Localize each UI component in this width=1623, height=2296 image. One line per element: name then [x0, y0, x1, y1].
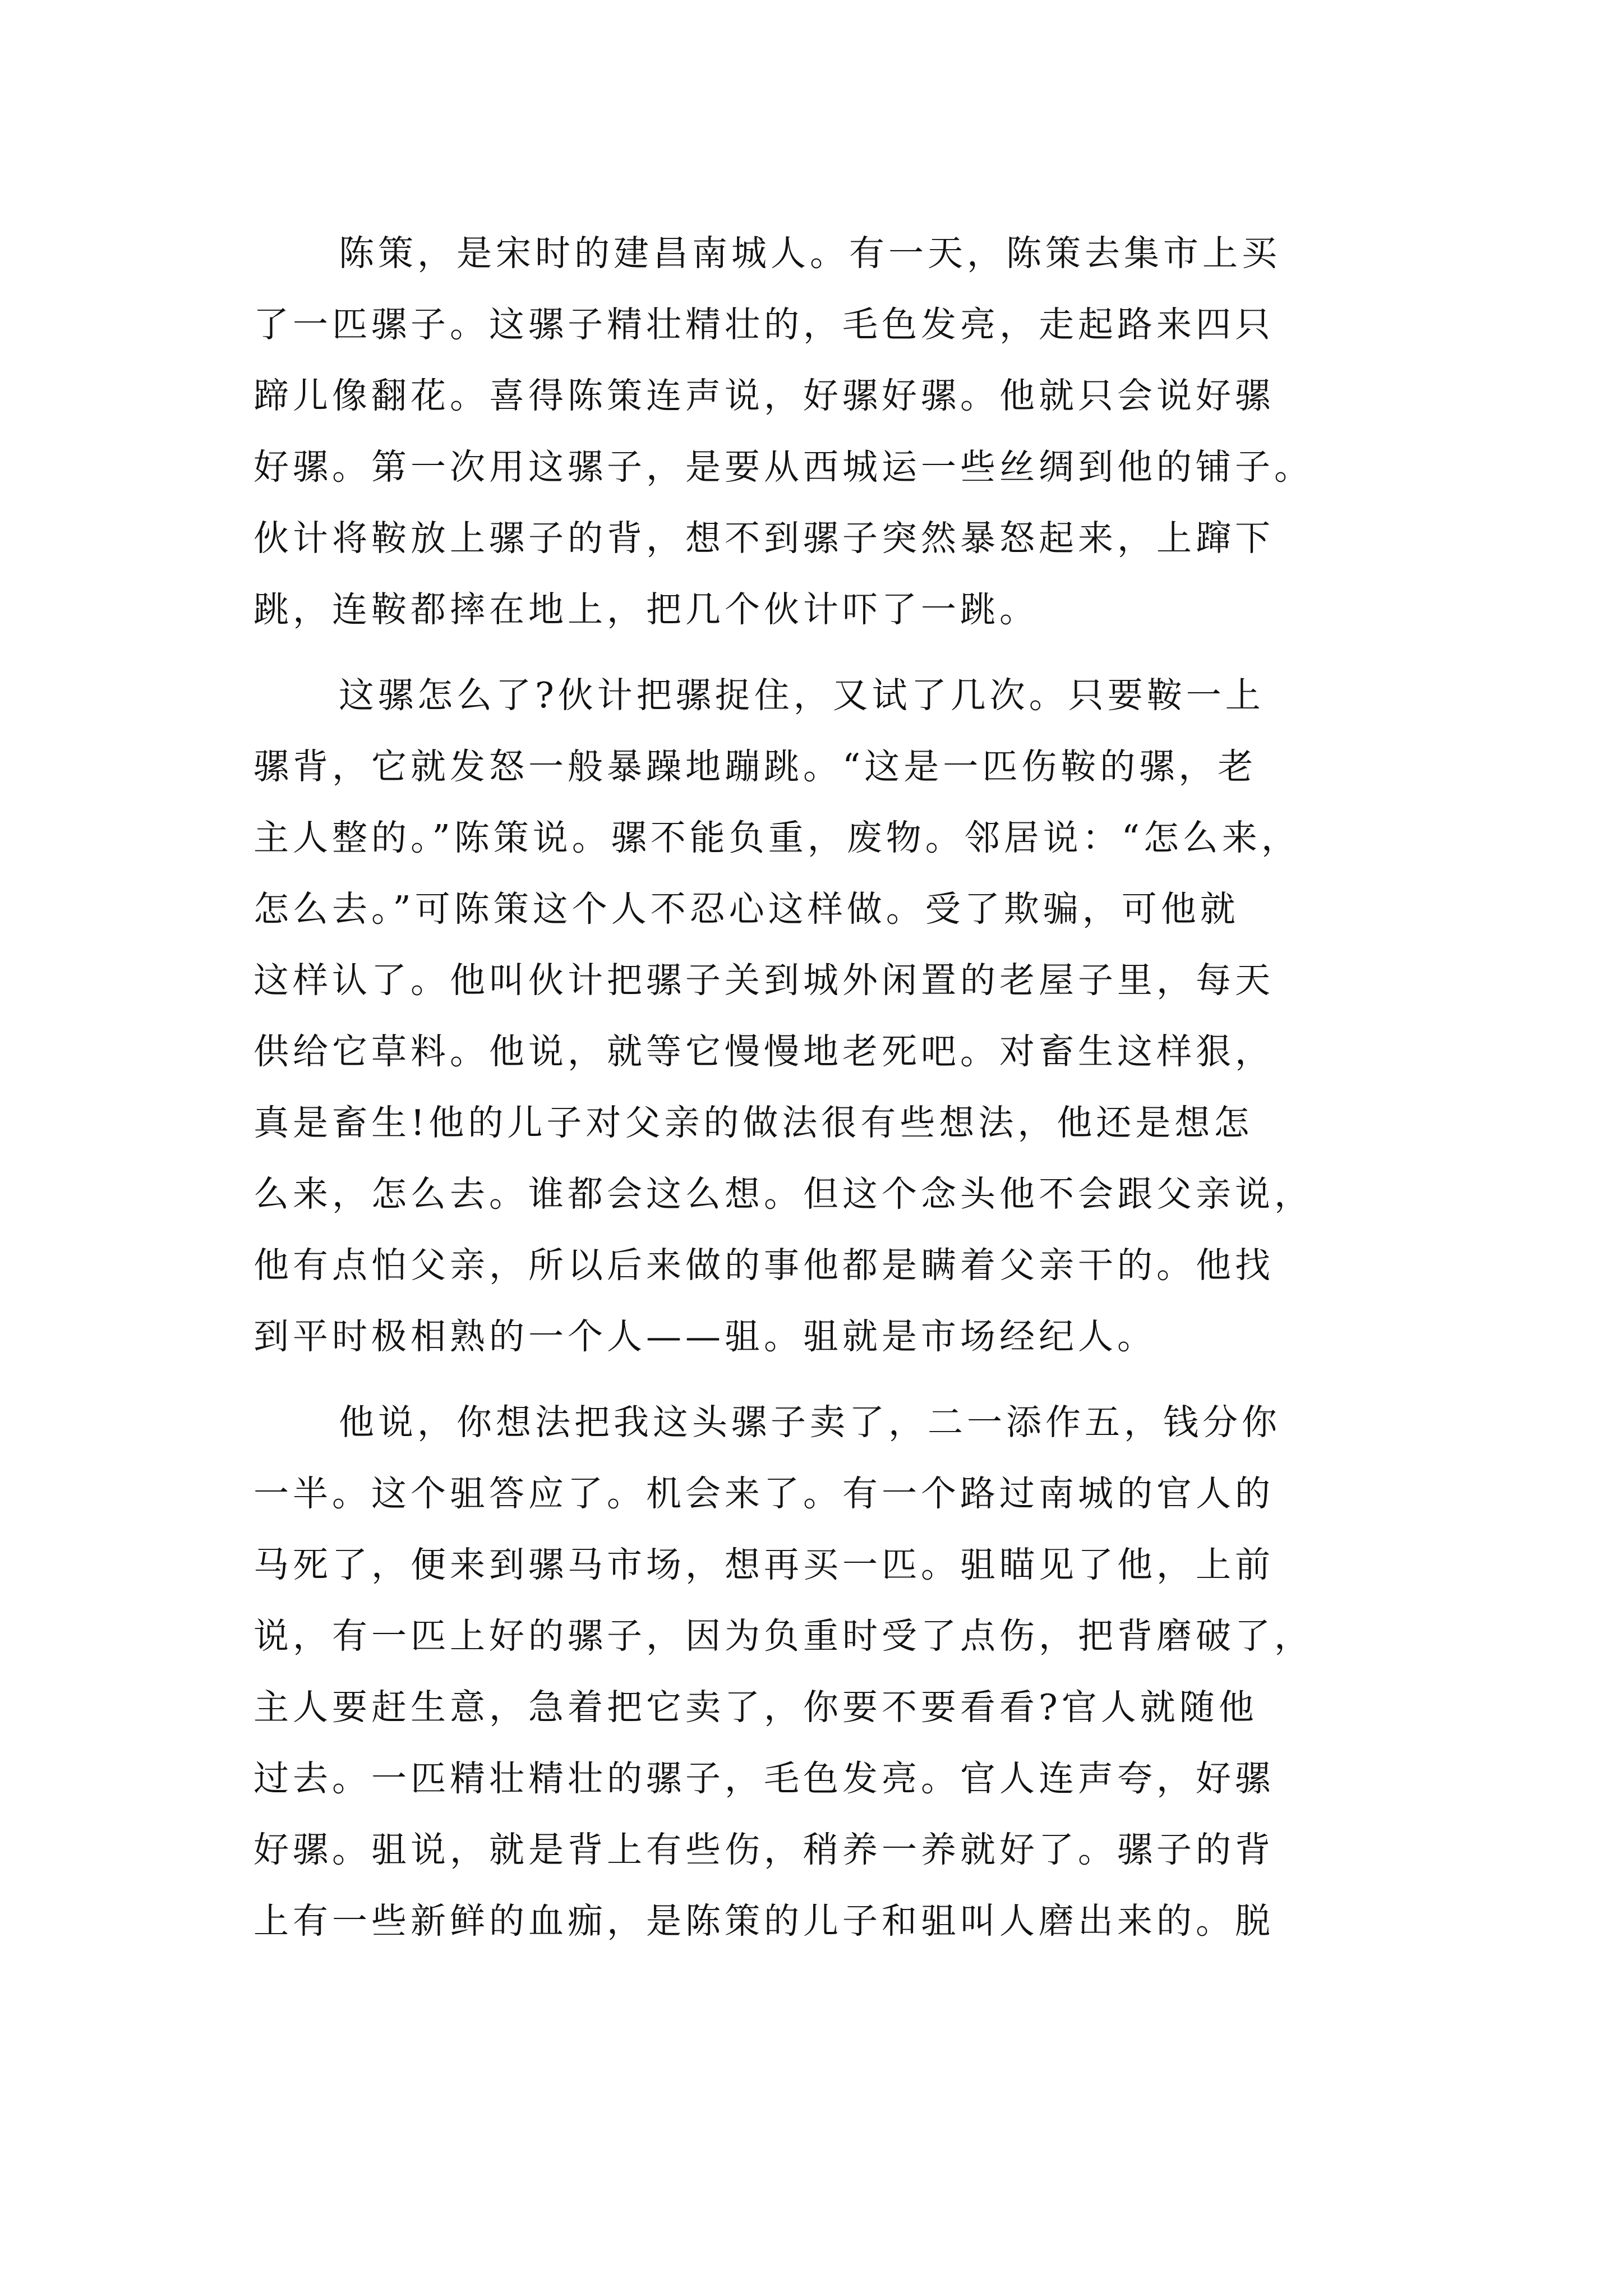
- text-line: 这样认了。他叫伙计把骡子关到城外闲置的老屋子里，每天: [253, 960, 1274, 1001]
- text-line: 跳，连鞍都摔在地上，把几个伙计吓了一跳。: [253, 589, 1039, 630]
- text-line: 他说，你想法把我这头骡子卖了，二一添作五，钱分你: [339, 1402, 1281, 1443]
- paragraph-3: [253, 1387, 1374, 1957]
- text-line: 上有一些新鲜的血痂，是陈策的儿子和驵叫人磨出来的。脱: [253, 1901, 1274, 1941]
- paragraph-spacer: [253, 1372, 1374, 1387]
- text-line: 了一匹骡子。这骡子精壮精壮的，毛色发亮，走起路来四只: [253, 304, 1274, 345]
- text-line: 说，有一匹上好的骡子，因为负重时受了点伤，把背磨破了，: [253, 1616, 1313, 1657]
- text-line: 马死了，便来到骡马市场，想再买一匹。驵瞄见了他，上前: [253, 1544, 1274, 1585]
- text-line: 他有点怕父亲，所以后来做的事他都是瞒着父亲干的。他找: [253, 1245, 1274, 1286]
- text-line: 到平时极相熟的一个人——驵。驵就是市场经纪人。: [253, 1316, 1156, 1357]
- paragraph-2: [253, 660, 1374, 1372]
- text-line: 这骡怎么了?伙计把骡捉住，又试了几次。只要鞍一上: [339, 675, 1265, 716]
- text-line: 真是畜生!他的儿子对父亲的做法很有些想法，他还是想怎: [253, 1102, 1253, 1143]
- text-line: 好骡。第一次用这骡子，是要从西城运一些丝绸到他的铺子。: [253, 447, 1313, 487]
- text-line: 蹄儿像翻花。喜得陈策连声说，好骡好骡。他就只会说好骡: [253, 375, 1274, 416]
- body-text: [253, 218, 1374, 1957]
- paragraph-1: [253, 218, 1374, 645]
- text-line: 主人要赶生意，急着把它卖了，你要不要看看?官人就随他: [253, 1687, 1258, 1728]
- text-line: 主人整的。”陈策说。骡不能负重，废物。邻居说：“怎么来，: [253, 817, 1301, 858]
- text-line: 么来，怎么去。谁都会这么想。但这个念头他不会跟父亲说，: [253, 1174, 1313, 1214]
- text-line: 过去。一匹精壮精壮的骡子，毛色发亮。官人连声夸，好骡: [253, 1758, 1274, 1799]
- text-line: 供给它草料。他说，就等它慢慢地老死吧。对畜生这样狠，: [253, 1031, 1274, 1072]
- paragraph-spacer: [253, 645, 1374, 660]
- text-line: 骡背，它就发怒一般暴躁地蹦跳。“这是一匹伤鞍的骡，老: [253, 746, 1257, 787]
- text-line: 一半。这个驵答应了。机会来了。有一个路过南城的官人的: [253, 1473, 1274, 1514]
- text-line: 好骡。驵说，就是背上有些伤，稍养一养就好了。骡子的背: [253, 1829, 1274, 1870]
- text-line: 陈策，是宋时的建昌南城人。有一天，陈策去集市上买: [339, 233, 1281, 274]
- text-line: 伙计将鞍放上骡子的背，想不到骡子突然暴怒起来，上蹿下: [253, 518, 1274, 559]
- text-line: 怎么去。”可陈策这个人不忍心这样做。受了欺骗，可他就: [253, 889, 1239, 930]
